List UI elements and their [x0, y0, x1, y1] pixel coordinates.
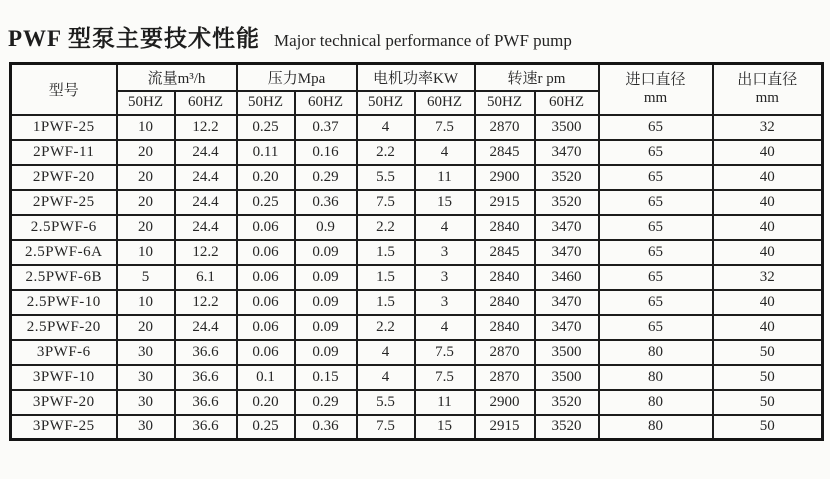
value-cell: 65	[599, 215, 713, 240]
value-cell: 7.5	[415, 365, 475, 390]
value-cell: 32	[713, 115, 823, 140]
value-cell: 0.20	[237, 165, 295, 190]
outlet-diameter-unit: mm	[755, 90, 779, 107]
speed-60hz-header: 60HZ	[535, 91, 599, 115]
value-cell: 1.5	[357, 265, 415, 290]
value-cell: 0.06	[237, 215, 295, 240]
value-cell: 65	[599, 290, 713, 315]
value-cell: 30	[117, 390, 175, 415]
value-cell: 15	[415, 415, 475, 440]
col-header-motor-power: 电机功率KW	[357, 64, 475, 91]
value-cell: 80	[599, 415, 713, 440]
value-cell: 3470	[535, 315, 599, 340]
page-title	[8, 20, 572, 53]
value-cell: 36.6	[175, 365, 237, 390]
value-cell: 80	[599, 365, 713, 390]
value-cell: 40	[713, 240, 823, 265]
value-cell: 7.5	[357, 415, 415, 440]
value-cell: 2870	[475, 340, 535, 365]
value-cell: 3470	[535, 290, 599, 315]
value-cell: 40	[713, 215, 823, 240]
model-cell: 2.5PWF-10	[11, 290, 117, 315]
value-cell: 4	[357, 340, 415, 365]
value-cell: 0.09	[295, 340, 357, 365]
value-cell: 50	[713, 415, 823, 440]
value-cell: 80	[599, 340, 713, 365]
page-title-chinese: PWF 型泵主要技术性能	[8, 26, 260, 51]
value-cell: 3500	[535, 115, 599, 140]
value-cell: 2.2	[357, 215, 415, 240]
value-cell: 65	[599, 315, 713, 340]
value-cell: 0.09	[295, 265, 357, 290]
value-cell: 10	[117, 290, 175, 315]
value-cell: 3	[415, 265, 475, 290]
model-cell: 1PWF-25	[11, 115, 117, 140]
value-cell: 0.36	[295, 190, 357, 215]
value-cell: 50	[713, 365, 823, 390]
value-cell: 20	[117, 140, 175, 165]
model-cell: 2PWF-25	[11, 190, 117, 215]
col-header-model: 型号	[11, 64, 117, 115]
value-cell: 40	[713, 140, 823, 165]
model-cell: 2PWF-11	[11, 140, 117, 165]
value-cell: 1.5	[357, 240, 415, 265]
motor-power-60hz-header: 60HZ	[415, 91, 475, 115]
value-cell: 50	[713, 390, 823, 415]
value-cell: 2.2	[357, 140, 415, 165]
value-cell: 20	[117, 165, 175, 190]
value-cell: 2915	[475, 415, 535, 440]
pressure-60hz-header: 60HZ	[295, 91, 357, 115]
value-cell: 12.2	[175, 240, 237, 265]
value-cell: 4	[415, 140, 475, 165]
value-cell: 2840	[475, 290, 535, 315]
motor-power-50hz-header: 50HZ	[357, 91, 415, 115]
col-header-outlet-diameter	[713, 64, 823, 115]
value-cell: 80	[599, 390, 713, 415]
value-cell: 3	[415, 290, 475, 315]
value-cell: 4	[357, 115, 415, 140]
value-cell: 3500	[535, 340, 599, 365]
speed-50hz-header: 50HZ	[475, 91, 535, 115]
value-cell: 0.11	[237, 140, 295, 165]
value-cell: 40	[713, 315, 823, 340]
table-row	[11, 390, 823, 415]
table-body	[11, 115, 823, 440]
value-cell: 2900	[475, 165, 535, 190]
value-cell: 0.06	[237, 340, 295, 365]
value-cell: 7.5	[357, 190, 415, 215]
col-header-speed: 转速r pm	[475, 64, 599, 91]
value-cell: 0.09	[295, 315, 357, 340]
value-cell: 5	[117, 265, 175, 290]
value-cell: 36.6	[175, 390, 237, 415]
value-cell: 0.06	[237, 315, 295, 340]
value-cell: 7.5	[415, 340, 475, 365]
value-cell: 24.4	[175, 190, 237, 215]
value-cell: 36.6	[175, 340, 237, 365]
table-row	[11, 340, 823, 365]
value-cell: 3460	[535, 265, 599, 290]
value-cell: 2915	[475, 190, 535, 215]
value-cell: 0.09	[295, 290, 357, 315]
value-cell: 3500	[535, 365, 599, 390]
header-group-row	[11, 64, 823, 91]
value-cell: 3	[415, 240, 475, 265]
table-row	[11, 415, 823, 440]
value-cell: 3470	[535, 215, 599, 240]
value-cell: 1.5	[357, 290, 415, 315]
value-cell: 0.16	[295, 140, 357, 165]
outlet-diameter-label: 出口直径	[737, 71, 798, 88]
value-cell: 0.1	[237, 365, 295, 390]
value-cell: 2870	[475, 365, 535, 390]
table-row	[11, 215, 823, 240]
value-cell: 0.06	[237, 290, 295, 315]
table-row	[11, 165, 823, 190]
value-cell: 65	[599, 240, 713, 265]
value-cell: 2.2	[357, 315, 415, 340]
value-cell: 20	[117, 315, 175, 340]
value-cell: 20	[117, 215, 175, 240]
model-cell: 2.5PWF-6	[11, 215, 117, 240]
value-cell: 6.1	[175, 265, 237, 290]
value-cell: 24.4	[175, 315, 237, 340]
value-cell: 11	[415, 165, 475, 190]
value-cell: 20	[117, 190, 175, 215]
value-cell: 24.4	[175, 165, 237, 190]
value-cell: 15	[415, 190, 475, 215]
value-cell: 4	[415, 315, 475, 340]
model-cell: 2.5PWF-6B	[11, 265, 117, 290]
value-cell: 65	[599, 115, 713, 140]
value-cell: 2840	[475, 215, 535, 240]
value-cell: 12.2	[175, 290, 237, 315]
value-cell: 2840	[475, 265, 535, 290]
value-cell: 2870	[475, 115, 535, 140]
value-cell: 24.4	[175, 215, 237, 240]
value-cell: 2845	[475, 240, 535, 265]
value-cell: 0.25	[237, 115, 295, 140]
value-cell: 11	[415, 390, 475, 415]
value-cell: 0.9	[295, 215, 357, 240]
value-cell: 12.2	[175, 115, 237, 140]
value-cell: 0.09	[295, 240, 357, 265]
value-cell: 4	[357, 365, 415, 390]
value-cell: 65	[599, 165, 713, 190]
value-cell: 50	[713, 340, 823, 365]
value-cell: 65	[599, 190, 713, 215]
model-cell: 2.5PWF-6A	[11, 240, 117, 265]
table-header	[11, 64, 823, 115]
table-row	[11, 115, 823, 140]
value-cell: 0.25	[237, 415, 295, 440]
value-cell: 2840	[475, 315, 535, 340]
model-cell: 3PWF-6	[11, 340, 117, 365]
value-cell: 40	[713, 190, 823, 215]
value-cell: 36.6	[175, 415, 237, 440]
table-row	[11, 290, 823, 315]
inlet-diameter-label: 进口直径	[625, 71, 686, 88]
value-cell: 32	[713, 265, 823, 290]
model-cell: 2.5PWF-20	[11, 315, 117, 340]
value-cell: 65	[599, 265, 713, 290]
value-cell: 5.5	[357, 165, 415, 190]
table-row	[11, 190, 823, 215]
table-row	[11, 240, 823, 265]
model-cell: 3PWF-10	[11, 365, 117, 390]
value-cell: 10	[117, 115, 175, 140]
table-row	[11, 365, 823, 390]
value-cell: 30	[117, 340, 175, 365]
table-row	[11, 315, 823, 340]
value-cell: 0.06	[237, 265, 295, 290]
table-row	[11, 265, 823, 290]
value-cell: 24.4	[175, 140, 237, 165]
flow-50hz-header: 50HZ	[117, 91, 175, 115]
value-cell: 7.5	[415, 115, 475, 140]
value-cell: 10	[117, 240, 175, 265]
value-cell: 2900	[475, 390, 535, 415]
value-cell: 2845	[475, 140, 535, 165]
value-cell: 4	[415, 215, 475, 240]
value-cell: 30	[117, 415, 175, 440]
flow-60hz-header: 60HZ	[175, 91, 237, 115]
value-cell: 3520	[535, 415, 599, 440]
value-cell: 3470	[535, 140, 599, 165]
value-cell: 40	[713, 290, 823, 315]
col-header-inlet-diameter	[599, 64, 713, 115]
model-cell: 2PWF-20	[11, 165, 117, 190]
col-header-pressure: 压力Mpa	[237, 64, 357, 91]
value-cell: 3520	[535, 165, 599, 190]
value-cell: 3520	[535, 190, 599, 215]
value-cell: 65	[599, 140, 713, 165]
col-header-flow: 流量m³/h	[117, 64, 237, 91]
value-cell: 0.25	[237, 190, 295, 215]
value-cell: 30	[117, 365, 175, 390]
model-cell: 3PWF-25	[11, 415, 117, 440]
value-cell: 3470	[535, 240, 599, 265]
value-cell: 0.29	[295, 165, 357, 190]
pressure-50hz-header: 50HZ	[237, 91, 295, 115]
value-cell: 0.15	[295, 365, 357, 390]
value-cell: 0.37	[295, 115, 357, 140]
table-row	[11, 140, 823, 165]
value-cell: 0.20	[237, 390, 295, 415]
value-cell: 3520	[535, 390, 599, 415]
value-cell: 5.5	[357, 390, 415, 415]
value-cell: 40	[713, 165, 823, 190]
model-cell: 3PWF-20	[11, 390, 117, 415]
value-cell: 0.29	[295, 390, 357, 415]
page-title-english: Major technical performance of PWF pump	[274, 31, 572, 50]
value-cell: 0.06	[237, 240, 295, 265]
inlet-diameter-unit: mm	[643, 90, 668, 107]
pump-spec-table	[9, 62, 824, 441]
value-cell: 0.36	[295, 415, 357, 440]
